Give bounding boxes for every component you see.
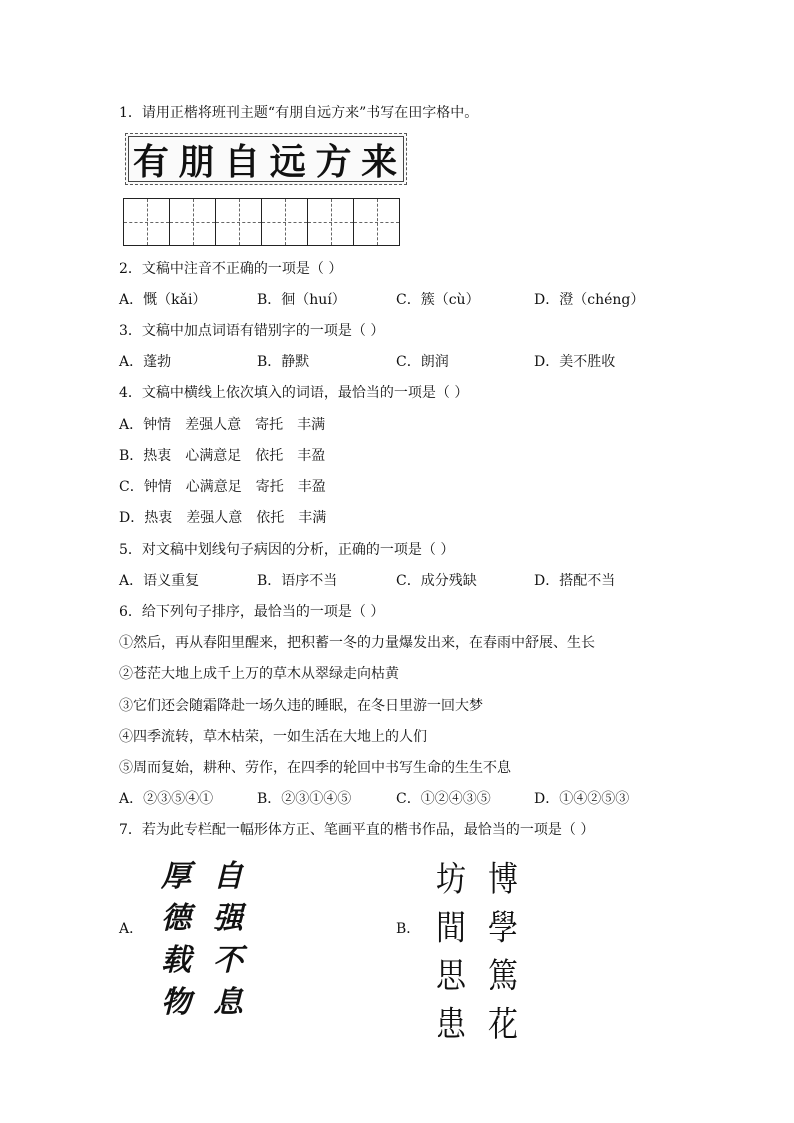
q3-stem: 3．文稿中加点词语有错别字的一项是（ ） [119, 323, 385, 339]
q6-option-a[interactable]: A．②③⑤④① [119, 791, 214, 807]
tianzige-cell[interactable] [307, 198, 354, 246]
tianzige-cell[interactable] [261, 198, 308, 246]
q2-stem: 2．文稿中注音不正确的一项是（ ） [119, 261, 343, 277]
q3-option-c[interactable]: C．朗润 [396, 354, 449, 370]
artwork-char: 博 [488, 860, 518, 901]
q5-option-c[interactable]: C．成分残缺 [396, 573, 477, 589]
q6-sentence-1: ①然后，再从春阳里醒来，把积蓄一冬的力量爆发出来，在春雨中舒展、生长 [119, 635, 595, 651]
q7-option-a-label[interactable]: A． [119, 921, 144, 937]
q2-option-d[interactable]: D．澄（chéng） [534, 292, 645, 308]
artwork-char: 坊 [436, 860, 466, 901]
q3-option-a[interactable]: A．蓬勃 [119, 354, 172, 370]
artwork-char: 患 [436, 1004, 466, 1046]
q5-stem: 5．对文稿中划线句子病因的分析，正确的一项是（ ） [119, 542, 455, 558]
q6-option-b[interactable]: B．②③①④⑤ [257, 791, 352, 807]
tianzige-cell[interactable] [169, 198, 216, 246]
q4-option-c[interactable]: C．钟情 心满意足 寄托 丰盈 [119, 479, 326, 495]
artwork-char: 自 [213, 859, 243, 894]
q4-stem: 4．文稿中横线上依次填入的词语，最恰当的一项是（ ） [119, 385, 469, 401]
q6-sentence-5: ⑤周而复始，耕种、劳作，在四季的轮回中书写生命的生生不息 [119, 760, 511, 776]
q6-option-c[interactable]: C．①②④③⑤ [396, 791, 491, 807]
q6-option-d[interactable]: D．①④②⑤③ [534, 791, 630, 807]
tianzige-cell[interactable] [215, 198, 262, 246]
artwork-char: 思 [436, 956, 466, 997]
artwork-char: 强 [213, 901, 243, 936]
q5-option-d[interactable]: D．搭配不当 [534, 573, 616, 589]
q6-sentence-2: ②苍茫大地上成千上万的草木从翠绿走向枯黄 [119, 666, 399, 682]
calligraphy-char: 来 [361, 141, 400, 183]
q6-sentence-4: ④四季流转，草木枯荣，一如生活在大地上的人们 [119, 729, 427, 745]
q7-stem: 7．若为此专栏配一幅形体方正、笔画平直的楷书作品，最恰当的一项是（ ） [119, 822, 595, 838]
q6-sentence-3: ③它们还会随霜降赴一场久违的睡眠，在冬日里游一回大梦 [119, 698, 483, 714]
q4-option-b[interactable]: B．热衷 心满意足 依托 丰盈 [119, 448, 326, 464]
calligraphy-char: 远 [269, 141, 308, 183]
q7-option-b-artwork[interactable] [425, 852, 529, 1045]
q2-option-b[interactable]: B．徊（huí） [257, 292, 346, 308]
q7-option-a-artwork[interactable] [150, 852, 254, 1020]
tianzige-cell[interactable] [123, 198, 170, 246]
artwork-char: 篤 [488, 956, 518, 997]
artwork-char: 學 [488, 908, 518, 949]
artwork-char: 不 [213, 943, 243, 978]
artwork-char: 载 [161, 943, 191, 978]
tianzige-grid [123, 198, 400, 246]
q5-option-b[interactable]: B．语序不当 [257, 573, 338, 589]
calligraphy-char: 自 [224, 141, 263, 183]
q4-option-a[interactable]: A．钟情 差强人意 寄托 丰满 [119, 417, 326, 433]
q3-option-b[interactable]: B．静默 [257, 354, 310, 370]
q4-option-d[interactable]: D．热衷 差强人意 依托 丰满 [119, 510, 327, 526]
q1-stem: 1．请用正楷将班刊主题“有朋自远方来”书写在田字格中。 [119, 105, 479, 121]
q2-option-c[interactable]: C．簇（cù） [396, 292, 480, 308]
calligraphy-char: 方 [315, 141, 354, 183]
q3-option-d[interactable]: D．美不胜收 [534, 354, 616, 370]
q2-option-a[interactable]: A．慨（kǎi） [119, 292, 207, 308]
artwork-char: 物 [161, 985, 191, 1020]
artwork-char: 厚 [161, 859, 191, 894]
q5-option-a[interactable]: A．语义重复 [119, 573, 200, 589]
calligraphy-char: 有 [132, 141, 171, 183]
calligraphy-char: 朋 [178, 141, 217, 183]
q7-option-b-label[interactable]: B． [396, 921, 421, 937]
artwork-char: 德 [161, 901, 191, 936]
q6-stem: 6．给下列句子排序，最恰当的一项是（ ） [119, 604, 385, 620]
artwork-char: 花 [488, 1004, 518, 1046]
artwork-char: 間 [436, 908, 466, 949]
artwork-char: 息 [213, 985, 243, 1020]
tianzige-cell[interactable] [353, 198, 400, 246]
calligraphy-sample [125, 133, 407, 185]
